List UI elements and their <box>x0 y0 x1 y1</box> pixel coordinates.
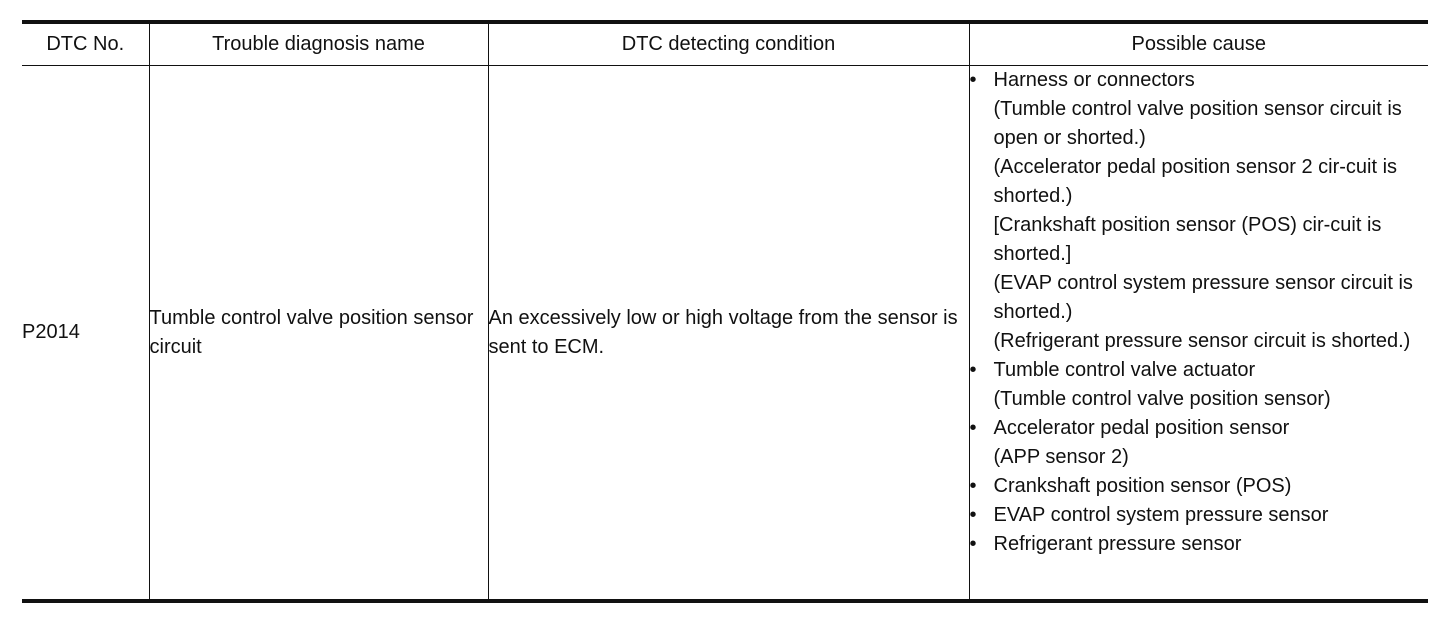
header-possible-cause: Possible cause <box>969 22 1428 66</box>
cause-item <box>970 501 1429 530</box>
possible-cause-list <box>970 66 1429 559</box>
cause-detail: (EVAP control system pressure sensor circuit is shorted.) <box>993 272 1413 323</box>
bullet-icon: • <box>969 533 977 555</box>
cause-item <box>970 472 1429 501</box>
detecting-condition-cell: An excessively low or high voltage from the sensor is sent to ECM. <box>488 66 969 602</box>
cause-title: Accelerator pedal position sensor <box>993 417 1290 439</box>
cause-detail: (Tumble control valve position sensor) <box>993 388 1331 410</box>
table-body <box>22 66 1428 602</box>
table-header <box>22 22 1428 66</box>
cause-detail: (Accelerator pedal position sensor 2 cir-cuit is shorted.) <box>993 156 1398 207</box>
header-dtc-no: DTC No. <box>22 22 149 66</box>
cause-detail: (Tumble control valve position sensor circuit is open or shorted.) <box>993 98 1402 149</box>
header-trouble-diagnosis-name: Trouble diagnosis name <box>149 22 488 66</box>
bullet-icon: • <box>969 475 977 497</box>
header-dtc-detecting-condition: DTC detecting condition <box>488 22 969 66</box>
bullet-icon: • <box>969 69 977 91</box>
trouble-diagnosis-name-cell: Tumble control valve position sensor circuit <box>149 66 488 602</box>
cause-title: Crankshaft position sensor (POS) <box>993 475 1292 497</box>
possible-cause-cell <box>969 66 1428 602</box>
dtc-code-cell: P2014 <box>22 66 149 602</box>
cause-item <box>970 66 1429 356</box>
cause-item <box>970 356 1429 414</box>
cause-title: EVAP control system pressure sensor <box>993 504 1329 526</box>
dtc-table <box>22 20 1428 603</box>
cause-detail: [Crankshaft position sensor (POS) cir-cuit is shorted.] <box>993 214 1382 265</box>
cause-item <box>970 414 1429 472</box>
bullet-icon: • <box>969 504 977 526</box>
cause-detail: (Refrigerant pressure sensor circuit is shorted.) <box>993 330 1411 352</box>
cause-title: Refrigerant pressure sensor <box>993 533 1242 555</box>
cause-item <box>970 530 1429 559</box>
cause-detail: (APP sensor 2) <box>993 446 1129 468</box>
table-row <box>22 66 1428 602</box>
cause-title: Harness or connectors <box>993 69 1195 91</box>
cause-title: Tumble control valve actuator <box>993 359 1256 381</box>
bullet-icon: • <box>969 359 977 381</box>
header-row <box>22 22 1428 66</box>
bullet-icon: • <box>969 417 977 439</box>
